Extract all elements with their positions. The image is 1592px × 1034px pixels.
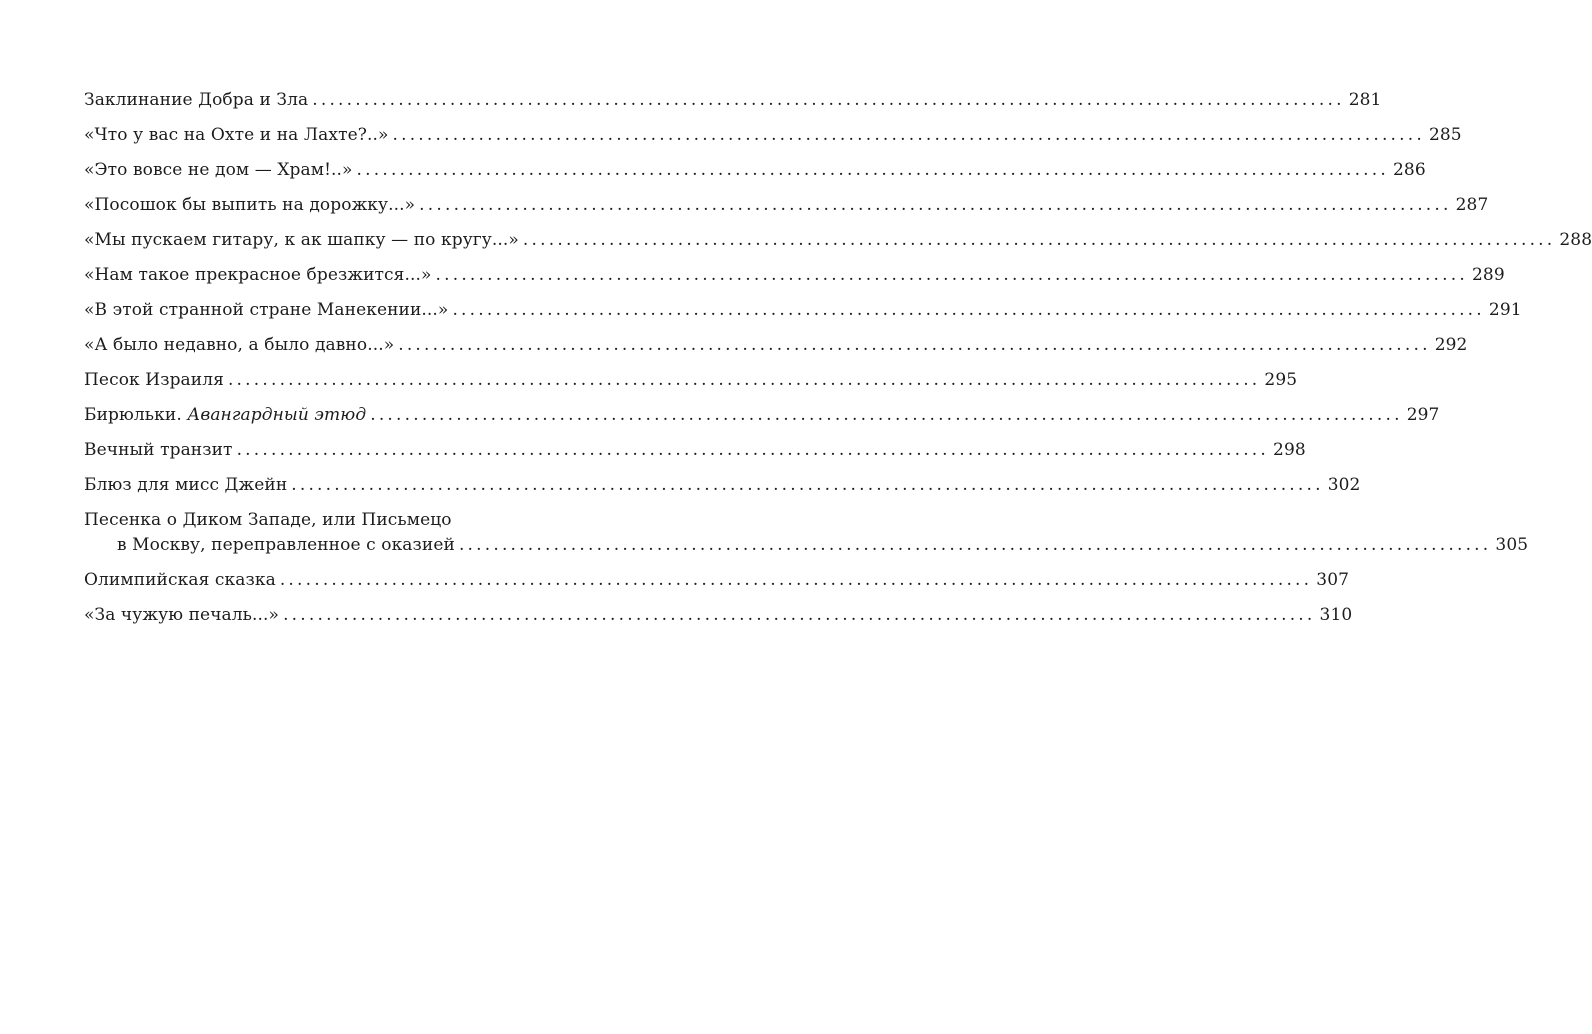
table-of-contents xyxy=(84,88,1592,638)
dot-leader: ........................................................................................................................ xyxy=(279,570,1313,590)
toc-entry-subtitle: Авангардный этюд xyxy=(187,405,367,425)
toc-entry xyxy=(84,403,1440,428)
dot-leader: ........................................................................................................................ xyxy=(283,605,1316,625)
toc-entry-title: «Мы пускаем гитару, к ак шапку — по кругу...» xyxy=(84,230,519,250)
toc-entry-page: 297 xyxy=(1406,405,1440,425)
dot-leader: ........................................................................................................................ xyxy=(370,405,1403,425)
toc-entry xyxy=(84,603,1353,628)
toc-entry-page: 287 xyxy=(1455,195,1489,215)
toc-entry xyxy=(84,333,1468,358)
toc-entry-title: «Это вовсе не дом — Храм!..» xyxy=(84,160,353,180)
toc-entry-page: 291 xyxy=(1488,300,1522,320)
toc-entry xyxy=(84,473,1361,498)
toc-entry-page: 298 xyxy=(1273,440,1306,460)
toc-entry-title: «За чужую печаль...» xyxy=(84,605,280,625)
dot-leader: ........................................................................................................................ xyxy=(522,230,1556,250)
toc-entry xyxy=(84,568,1350,593)
dot-leader: ........................................................................................................................ xyxy=(356,160,1389,180)
toc-entry-title: «Нам такое прекрасное брезжится...» xyxy=(84,265,432,285)
toc-entry-title: «Посошок бы выпить на дорожку...» xyxy=(84,195,416,215)
dot-leader: ........................................................................................................................ xyxy=(227,370,1261,390)
toc-entry-title: Заклинание Добра и Зла xyxy=(84,90,309,110)
toc-entry xyxy=(84,88,1382,113)
toc-entry-title: Вечный транзит xyxy=(84,440,233,460)
toc-entry-page: 302 xyxy=(1327,475,1361,495)
toc-entry-page: 305 xyxy=(1495,535,1529,555)
toc-entry-title: «А было недавно, а было давно...» xyxy=(84,335,395,355)
toc-entry-title-continued: в Москву, переправленное с оказией xyxy=(117,535,455,555)
toc-entry-title: Олимпийская сказка xyxy=(84,570,276,590)
dot-leader: ........................................................................................................................ xyxy=(398,335,1431,355)
toc-entry-page: 289 xyxy=(1471,265,1505,285)
toc-entry-page: 286 xyxy=(1393,160,1426,180)
toc-entry xyxy=(84,508,1529,558)
dot-leader: ........................................................................................................................ xyxy=(236,440,1270,460)
dot-leader: ........................................................................................................................ xyxy=(419,195,1452,215)
toc-entry-title: Песенка о Диком Западе, или Письмецо xyxy=(84,510,452,530)
toc-entry xyxy=(84,298,1522,323)
toc-entry-title: Бирюльки. xyxy=(84,405,182,425)
toc-entry-page: 292 xyxy=(1434,335,1468,355)
toc-entry xyxy=(84,368,1298,393)
toc-entry-title: «Что у вас на Охте и на Лахте?..» xyxy=(84,125,389,145)
dot-leader: ........................................................................................................................ xyxy=(291,475,1324,495)
toc-entry xyxy=(84,158,1426,183)
dot-leader: ........................................................................................................................ xyxy=(392,125,1425,145)
dot-leader: ........................................................................................................................ xyxy=(452,300,1485,320)
toc-entry-page: 288 xyxy=(1559,230,1592,250)
toc-entry-title: «В этой странной стране Манекении...» xyxy=(84,300,449,320)
toc-entry xyxy=(84,123,1462,148)
dot-leader: ........................................................................................................................ xyxy=(458,535,1492,555)
toc-entry-title: Песок Израиля xyxy=(84,370,224,390)
toc-entry-page: 295 xyxy=(1264,370,1298,390)
toc-entry-page: 307 xyxy=(1316,570,1350,590)
toc-entry-title-group xyxy=(84,403,366,428)
toc-entry-page: 285 xyxy=(1428,125,1462,145)
toc-entry xyxy=(84,193,1489,218)
toc-entry-page: 310 xyxy=(1319,605,1353,625)
toc-entry xyxy=(84,438,1306,463)
toc-entry-page: 281 xyxy=(1348,90,1382,110)
toc-entry xyxy=(84,228,1592,253)
dot-leader: ........................................................................................................................ xyxy=(435,265,1468,285)
dot-leader: ........................................................................................................................ xyxy=(312,90,1345,110)
toc-entry xyxy=(84,263,1505,288)
toc-entry-title: Блюз для мисс Джейн xyxy=(84,475,288,495)
